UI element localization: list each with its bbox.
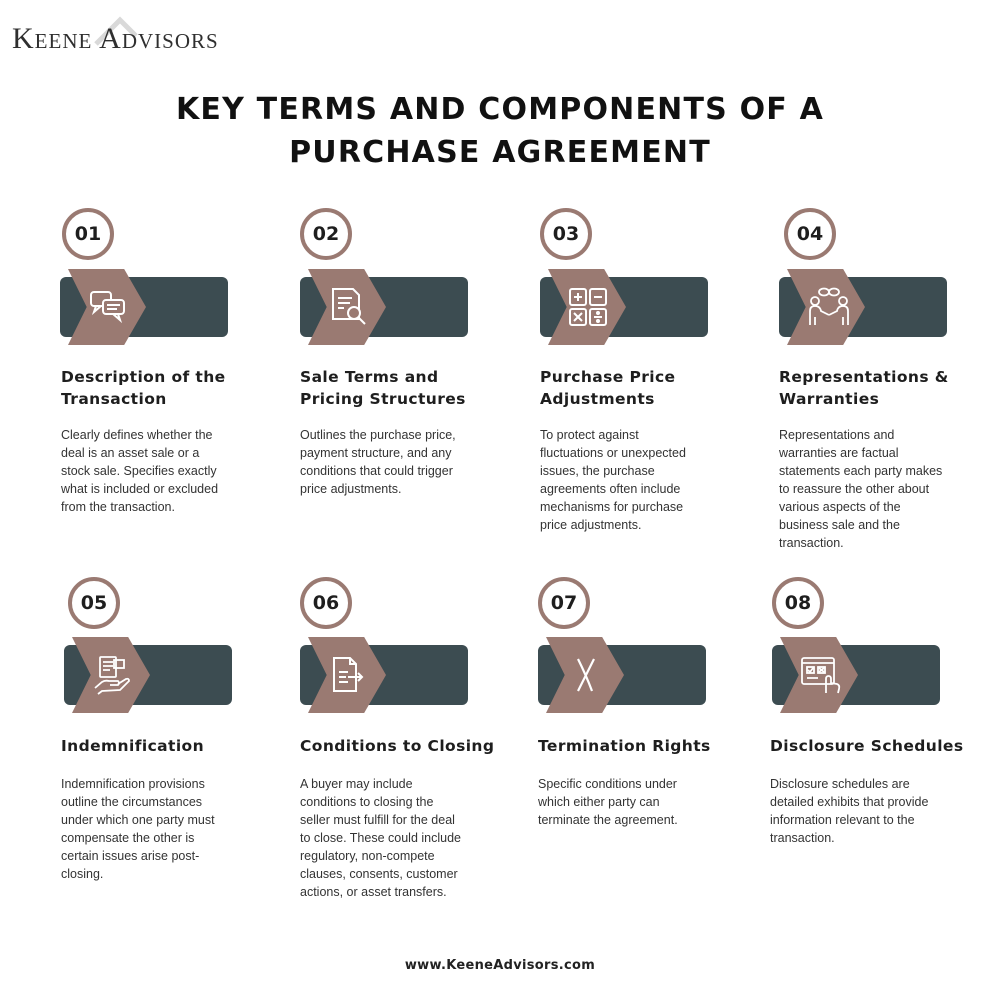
term-description: [538, 775, 710, 829]
desc-line: outline the circumstances: [61, 795, 203, 809]
calculator-icon: [568, 287, 608, 327]
brand-logo: [12, 16, 252, 56]
page-title-line-1: KEY TERMS AND COMPONENTS OF A: [175, 92, 825, 127]
desc-line: price adjustments.: [300, 482, 402, 496]
desc-line: agreements often include: [540, 482, 681, 496]
term-title-line-1: Purchase Price: [540, 368, 676, 386]
page-title: [0, 88, 1000, 174]
term-description: [779, 426, 961, 552]
desc-line: Specific conditions under: [538, 777, 677, 791]
desc-line: what is included or excluded: [61, 482, 219, 496]
term-title: [61, 366, 261, 410]
term-title: [770, 735, 990, 757]
step-number: 04: [784, 208, 836, 260]
term-title: [300, 735, 520, 757]
desc-line: to reassure the other about: [779, 482, 930, 496]
term-title-line-1: Description of the: [61, 368, 226, 386]
desc-line: information relevant to the: [770, 813, 915, 827]
step-number: 05: [68, 577, 120, 629]
term-title-line-2: Adjustments: [540, 390, 655, 408]
desc-line: regulatory, non-compete: [300, 849, 435, 863]
term-title-line-2: Warranties: [779, 390, 880, 408]
desc-line: Clearly defines whether the: [61, 428, 213, 442]
desc-line: Representations and: [779, 428, 895, 442]
desc-line: issues, the purchase: [540, 464, 655, 478]
desc-line: business sale and the: [779, 518, 900, 532]
term-title: [538, 735, 738, 757]
desc-line: Outlines the purchase price,: [300, 428, 456, 442]
term-title: [540, 366, 740, 410]
desc-line: payment structure, and any: [300, 446, 452, 460]
desc-line: various aspects of the: [779, 500, 901, 514]
desc-line: fluctuations or unexpected: [540, 446, 686, 460]
term-title-line-1: Indemnification: [61, 737, 205, 755]
desc-line: Indemnification provisions: [61, 777, 205, 791]
desc-line: from the transaction.: [61, 500, 175, 514]
term-description: [61, 426, 233, 516]
desc-line: conditions to closing the: [300, 795, 434, 809]
desc-line: price adjustments.: [540, 518, 642, 532]
term-title-line-2: Pricing Structures: [300, 390, 466, 408]
desc-line: conditions that could trigger: [300, 464, 453, 478]
desc-line: certain issues arise post-: [61, 849, 200, 863]
desc-line: transaction.: [770, 831, 835, 845]
term-title: [300, 366, 500, 410]
x-mark-icon: [566, 655, 606, 695]
term-title-line-2: Transaction: [61, 390, 167, 408]
desc-line: actions, or asset transfers.: [300, 885, 447, 899]
desc-line: seller must fulfill for the deal: [300, 813, 455, 827]
website-url[interactable]: www.KeeneAdvisors.com: [404, 958, 596, 973]
desc-line: transaction.: [779, 536, 844, 550]
step-number: 03: [540, 208, 592, 260]
desc-line: clauses, consents, customer: [300, 867, 458, 881]
desc-line: Disclosure schedules are: [770, 777, 910, 791]
term-title-line-1: Sale Terms and: [300, 368, 439, 386]
desc-line: To protect against: [540, 428, 639, 442]
term-title-line-1: Conditions to Closing: [300, 737, 495, 755]
step-number: 06: [300, 577, 352, 629]
desc-line: which either party can: [538, 795, 660, 809]
document-arrow-icon: [328, 655, 368, 695]
desc-line: compensate the other is: [61, 831, 195, 845]
term-title-line-1: Termination Rights: [538, 737, 711, 755]
brand-name: Keene Advisors: [12, 22, 219, 55]
desc-line: A buyer may include: [300, 777, 413, 791]
term-description: [770, 775, 952, 847]
step-number: 08: [772, 577, 824, 629]
term-title: [61, 735, 261, 757]
step-number: 01: [62, 208, 114, 260]
desc-line: detailed exhibits that provide: [770, 795, 929, 809]
desc-line: statements each party makes: [779, 464, 943, 478]
desc-line: warranties are factual: [779, 446, 899, 460]
chat-bubbles-icon: [88, 287, 128, 327]
hand-document-icon: [92, 654, 134, 696]
desc-line: terminate the agreement.: [538, 813, 678, 827]
term-description: [61, 775, 233, 883]
term-title-line-1: Representations &: [779, 368, 949, 386]
checklist-window-icon: [800, 655, 842, 695]
term-description: [300, 775, 480, 901]
people-meeting-icon: [807, 287, 851, 327]
desc-line: stock sale. Specifies exactly: [61, 464, 217, 478]
step-number: 02: [300, 208, 352, 260]
term-title-line-1: Disclosure Schedules: [770, 737, 964, 755]
term-title: [779, 366, 979, 410]
document-search-icon: [328, 286, 370, 328]
desc-line: mechanisms for purchase: [540, 500, 684, 514]
term-description: [300, 426, 472, 498]
desc-line: under which one party must: [61, 813, 215, 827]
desc-line: to close. These could include: [300, 831, 461, 845]
page-title-line-2: PURCHASE AGREEMENT: [289, 135, 711, 170]
desc-line: closing.: [61, 867, 104, 881]
desc-line: deal is an asset sale or a: [61, 446, 200, 460]
term-description: [540, 426, 712, 534]
step-number: 07: [538, 577, 590, 629]
